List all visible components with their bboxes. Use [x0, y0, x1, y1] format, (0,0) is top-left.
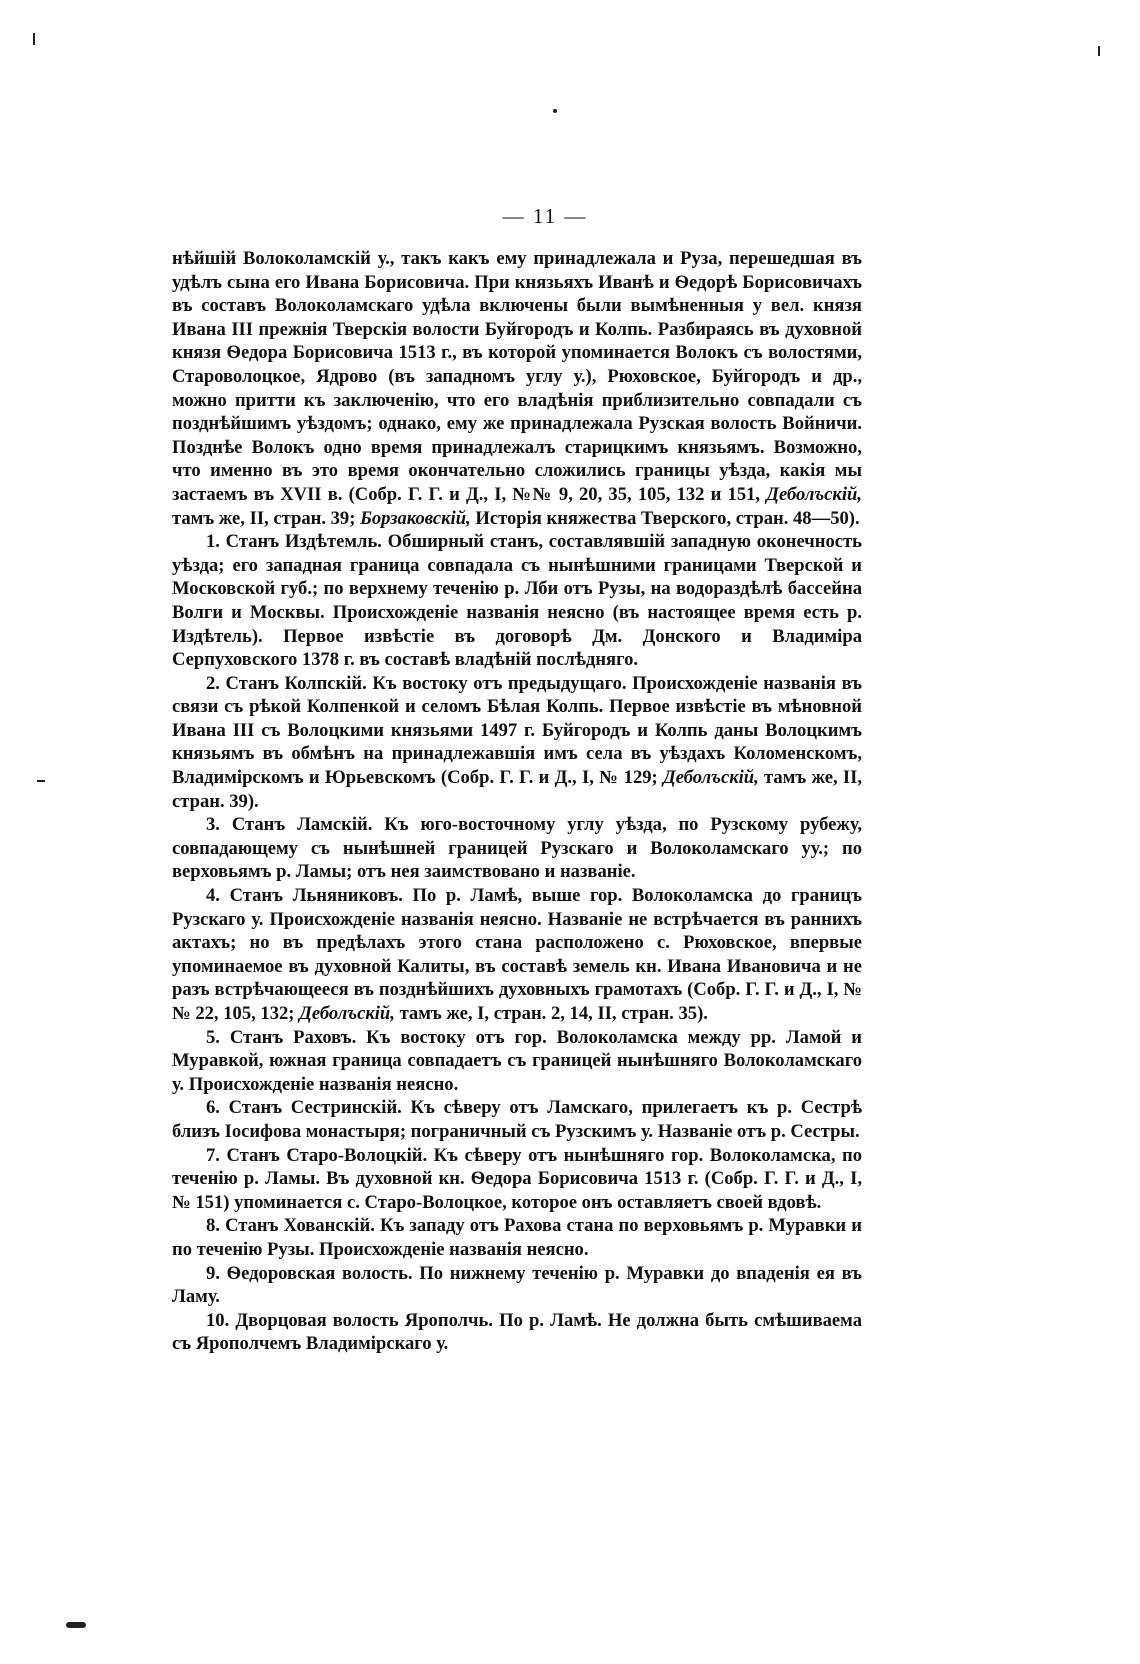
- list-item: [172, 884, 862, 1026]
- intro-author-borzakovsky: Борзаковскій,: [360, 507, 471, 529]
- scan-mark-left-top: [33, 33, 35, 45]
- intro-text-a: нѣйшій Волоколамскій у., такъ какъ ему принадлежала и Руза, перешедшая въ удѣлъ сына его Ивана Борисовича. При князьяхъ Иванѣ и Ѳедорѣ Борисовичахъ въ составъ Волоколамскаго удѣла включены были вымѣненныя у вел. князя Ивана III прежнія Тверскія волости Буйгородъ и Колпь. Разбираясь въ духовной князя Ѳедора Борисовича 1513 г., въ которой упоминается Волокъ съ волостями, Староволоцкое, Ядрово (въ западномъ углу у.), Рюховское, Буйгородъ и др., можно притти къ заключенію, что его владѣнія приблизительно совпадали съ позднѣйшимъ уѣздомъ; однако, ему же принадлежала Рузская волость Войничи. Позднѣе Волокъ одно время принадлежалъ старицкимъ князьямъ. Возможно, что именно въ это время окончательно сложились границы уѣзда, какія мы застаемъ въ XVII в. (Собр. Г. Г. и Д., I, №№ 9, 20, 35, 105, 132 и 151,: [172, 248, 862, 505]
- list-item: 3. Станъ Ламскій. Къ юго-восточному углу уѣзда, по Рузскому рубежу, совпадающему съ нынѣшней границей Рузскаго и Волоколамскаго уу.; по верховьямъ р. Ламы; отъ нея заимствовано и названіе.: [172, 814, 862, 883]
- scan-mark-bottom-left: [66, 1622, 86, 1628]
- intro-author-debolsky: Деболъскій,: [766, 483, 862, 505]
- list-item: 10. Дворцовая волость Ярополчь. По р. Ламѣ. Не должна быть смѣшиваема съ Ярополчемъ Владимірскаго у.: [172, 1309, 862, 1355]
- page-number: — 11 —: [502, 204, 588, 228]
- list-item: 7. Станъ Старо-Волоцкій. Къ сѣверу отъ нынѣшняго гор. Волоколамска, по теченію р. Ламы. Въ духовной кн. Ѳедора Борисовича 1513 г. (Собр. Г. Г. и Д., I, № 151) упоминается с. Старо-Волоцкое, которое онъ оставляетъ своей вдовѣ.: [172, 1144, 862, 1213]
- item4-author: Деболъскій,: [299, 1003, 395, 1024]
- intro-text-b: тамъ же, II, стран. 39;: [172, 507, 356, 529]
- list-item: 6. Станъ Сестринскій. Къ сѣверу отъ Ламскаго, прилегаетъ къ р. Сестрѣ близъ Іосифова монастыря; пограничный съ Рузскимъ у. Названіе отъ р. Сестры.: [172, 1097, 862, 1142]
- list-item: 1. Станъ Издѣтемль. Обширный станъ, составлявшій западную оконечность уѣзда; его западная граница совпадала съ нынѣшними границами Тверской и Московской губ.; по верхнему теченію р. Лби отъ Рузы, на водораздѣлѣ бассейна Волги и Москвы. Происхожденіе названія неясно (въ настоящее время есть р. Издѣтель). Первое извѣстіе въ договорѣ Дм. Донского и Владиміра Серпуховского 1378 г. въ составѣ владѣній послѣдняго.: [172, 531, 862, 671]
- item2-text-a: 2. Станъ Колпскій. Къ востоку отъ предыдущаго. Происхожденіе названія въ связи съ рѣкой Колпенкой и селомъ Бѣлая Колпь. Первое извѣстіе въ мѣновной Ивана III съ Волоцкими князьями 1497 г. Буйгородъ и Колпь даны Волоцкимъ князьямъ въ обмѣнъ на принадлежавшія имъ села въ уѣздахъ Коломенскомъ, Владимірскомъ и Юрьевскомъ (Собр. Г. Г. и Д., I, № 129;: [172, 672, 862, 789]
- item4-text-a: 4. Станъ Льняниковъ. По р. Ламѣ, выше гор. Волоколамска до границъ Рузскаго у. Происхожденіе названія неясно. Названіе не встрѣчается въ раннихъ актахъ; но въ предѣлахъ этого стана расположено с. Рюховское, впервые упоминаемое въ духовной Калиты, въ составѣ земель кн. Ивана Ивановича и не разъ встрѣчающееся въ позднѣйшихъ духовныхъ грамотахъ (Собр. Г. Г. и Д., I, №№ 22, 105, 132;: [172, 885, 862, 1024]
- list-item: [172, 672, 862, 814]
- intro-paragraph: [172, 247, 862, 530]
- text-block: [172, 247, 862, 1356]
- list-item: 9. Ѳедоровская волость. По нижнему теченію р. Муравки до впаденія ея въ Ламу.: [172, 1262, 862, 1308]
- item2-author: Деболъскій,: [663, 767, 759, 789]
- scan-mark-right: [1098, 46, 1100, 56]
- list-item: 5. Станъ Раховъ. Къ востоку отъ гор. Волоколамска между рр. Ламой и Муравкой, южная граница совпадаетъ съ границей нынѣшняго Волоколамскаго у. Происхожденіе названія неясно.: [172, 1026, 862, 1095]
- scan-mark-left: [37, 780, 45, 782]
- intro-text-c: Исторія княжества Тверского, стран. 48—50).: [475, 507, 860, 529]
- list-item: 8. Станъ Хованскій. Къ западу отъ Рахова стана по верховьямъ р. Муравки и по теченію Рузы. Происхожденіе названія неясно.: [172, 1215, 862, 1260]
- scan-dot-top: [553, 109, 557, 113]
- item4-text-b: тамъ же, I, стран. 2, 14, II, стран. 35).: [399, 1003, 708, 1024]
- item2-text-b: тамъ же, II, стран. 39).: [172, 767, 862, 812]
